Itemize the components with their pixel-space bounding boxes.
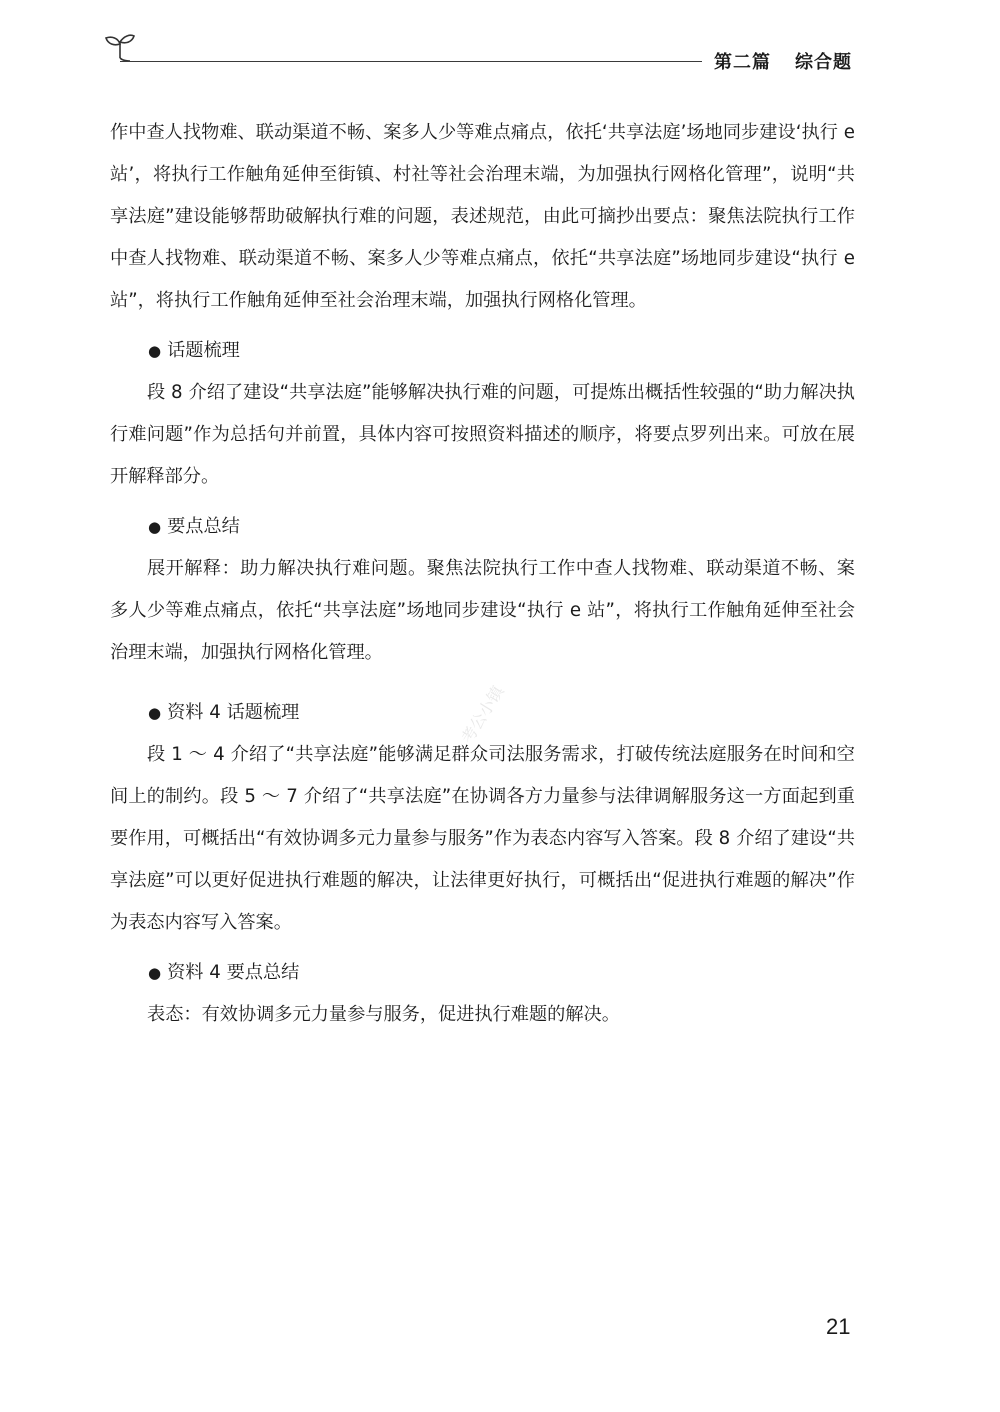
bullet-dot-icon: ● xyxy=(148,518,162,536)
bullet-dot-icon: ● xyxy=(148,704,162,722)
paragraph: 表态：有效协调多元力量参与服务，促进执行难题的解决。 xyxy=(147,1004,620,1025)
bullet-label: 资料 4 话题梳理 xyxy=(167,702,300,723)
page-number: 21 xyxy=(826,1314,851,1339)
sprout-icon xyxy=(100,28,140,68)
bullet-heading xyxy=(110,952,855,994)
paragraph: 段 1 ～ 4 介绍了“共享法庭”能够满足群众司法服务需求，打破传统法庭服务在时间和空间上的制约。段 5 ～ 7 介绍了“共享法庭”在协调各方力量参与法律调解服务这一方面起到重要作用，可概括出“有效协调多元力量参与服务”作为表态内容写入答案。段 8 介绍了建设“共享法庭”可以更好促进执行难题的解决，让法律更好执行，可概括出“促进执行难题的解决”作为表态内容写入答案。 xyxy=(110,744,855,933)
paragraph: 展开解释：助力解决执行难问题。聚焦法院执行工作中查人找物难、联动渠道不畅、案多人少等难点痛点，依托“共享法庭”场地同步建设“执行 e 站”，将执行工作触角延伸至社会治理末端，加强执行网格化管理。 xyxy=(110,558,855,663)
bullet-label: 要点总结 xyxy=(167,516,240,537)
paragraph: 作中查人找物难、联动渠道不畅、案多人少等难点痛点，依托‘共享法庭’场地同步建设‘执行 e 站’，将执行工作触角延伸至街镇、村社等社会治理末端，为加强执行网格化管理”，说明“共享法庭”建设能够帮助破解执行难的问题，表述规范，由此可摘抄出要点：聚焦法院执行工作中查人找物难、联动渠道不畅、案多人少等难点痛点，依托“共享法庭”场地同步建设“执行 e 站”，将执行工作触角延伸至社会治理末端，加强执行网格化管理。 xyxy=(110,122,855,311)
bullet-label: 资料 4 要点总结 xyxy=(167,962,300,983)
bullet-label: 话题梳理 xyxy=(167,340,240,361)
bullet-heading xyxy=(110,506,855,548)
page-header xyxy=(100,28,852,78)
bullet-dot-icon: ● xyxy=(148,964,162,982)
paragraph: 段 8 介绍了建设“共享法庭”能够解决执行难的问题，可提炼出概括性较强的“助力解决执行难问题”作为总括句并前置，具体内容可按照资料描述的顺序，将要点罗列出来。可放在展开解释部分。 xyxy=(110,382,855,487)
bullet-heading xyxy=(110,330,855,372)
page-body xyxy=(110,112,855,1036)
header-rule xyxy=(120,61,702,62)
header-title xyxy=(714,48,852,74)
header-part: 第二篇 xyxy=(714,52,771,73)
bullet-dot-icon: ● xyxy=(148,342,162,360)
watermark: 考公小镇 xyxy=(457,682,508,747)
header-section: 综合题 xyxy=(795,52,852,73)
